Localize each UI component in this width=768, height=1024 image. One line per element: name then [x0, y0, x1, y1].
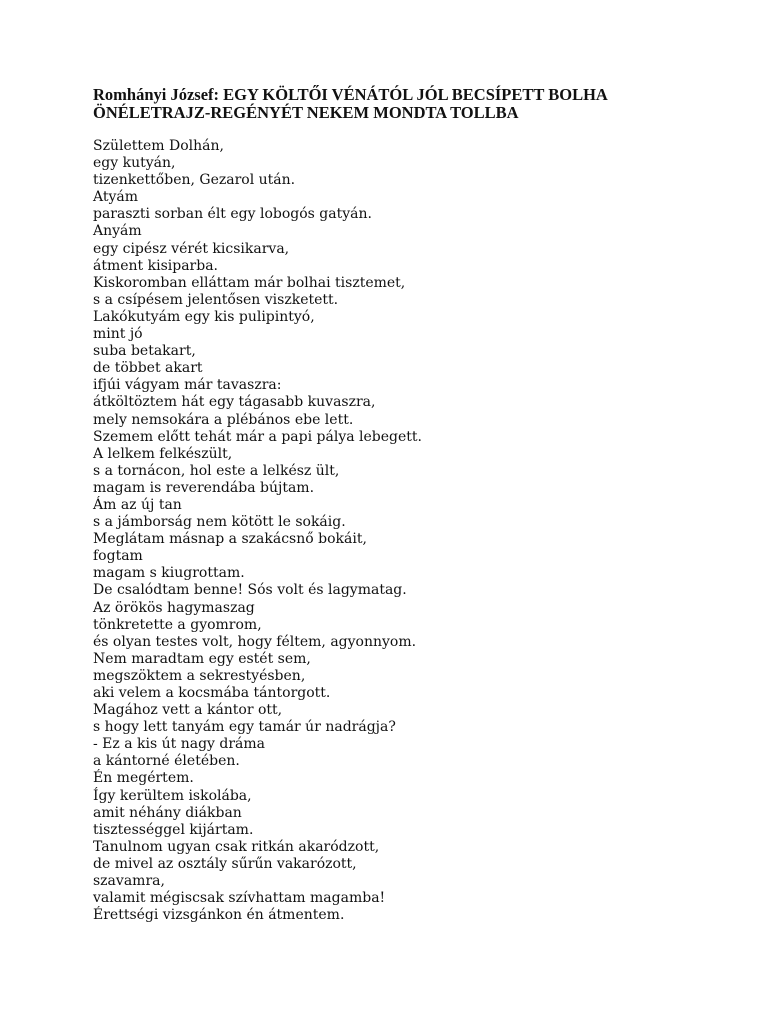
poem-line: Anyám: [93, 223, 142, 240]
poem-line: Szemem előtt tehát már a papi pálya lebegett.: [93, 428, 422, 445]
poem-line: átment kisiparba.: [93, 257, 219, 274]
poem-line: de többet akart: [93, 360, 203, 377]
poem-title-line-2: ÖNÉLETRAJZ-REGÉNYÉT NEKEM MONDTA TOLLBA: [93, 103, 519, 122]
poem-line: megszöktem a sekrestyésben,: [93, 667, 306, 684]
poem-line: aki velem a kocsmába tántorgott.: [93, 685, 331, 701]
poem-line: mely nemsokára a plébános ebe lett.: [93, 411, 354, 428]
poem-line: fogtam: [93, 548, 143, 565]
poem-line: paraszti sorban élt egy lobogós gatyán.: [93, 206, 372, 223]
poem-line: tizenkettőben, Gezarol után.: [93, 172, 296, 189]
poem-line: ifjúi vágyam már tavaszra:: [93, 377, 282, 394]
poem-line: Nem maradtam egy estét sem,: [93, 650, 311, 667]
poem-line: átköltöztem hát egy tágasabb kuvaszra,: [93, 394, 376, 411]
poem-line: suba betakart,: [93, 343, 196, 360]
poem-line: De csalódtam benne! Sós volt és lagymatag.: [93, 582, 407, 599]
poem-line: Lakókutyám egy kis pulipintyó,: [93, 308, 315, 325]
poem-line: Magához vett a kántor ott,: [93, 702, 283, 719]
poem-line: magam is reverendába bújtam.: [93, 479, 315, 496]
poem-title: [93, 86, 733, 122]
poem-title-line-1: Romhányi József: EGY KÖLTŐI VÉNÁTÓL JÓL BECSÍPETT BOLHA: [93, 85, 608, 104]
poem-line: Így kerültem iskolába,: [93, 787, 252, 804]
poem-line: Születtem Dolhán,: [93, 138, 224, 154]
poem-line: mint jó: [93, 326, 143, 343]
poem-line: amit néhány diákban: [93, 804, 242, 821]
poem-line: Az örökös hagymaszag: [93, 599, 255, 616]
poem-line: és olyan testes volt, hogy féltem, agyonnyom.: [93, 633, 417, 650]
poem-line: tisztességgel kijártam.: [93, 821, 254, 838]
poem-line: Ám az új tan: [93, 496, 182, 513]
poem-line: Atyám: [93, 189, 139, 206]
poem-line: s a jámborság nem kötött le sokáig.: [93, 514, 346, 531]
poem-line: Én megértem.: [93, 770, 194, 787]
poem-line: valamit mégiscsak szívhattam magamba!: [93, 890, 386, 907]
poem-line: Tanulnom ugyan csak ritkán akaródzott,: [93, 838, 380, 855]
poem-line: a kántorné életében.: [93, 753, 240, 770]
poem-line: egy kutyán,: [93, 155, 176, 172]
poem-line: Érettségi vizsgánkon én átmentem.: [93, 907, 345, 924]
poem-line: s a tornácon, hol este a lelkész ült,: [93, 462, 340, 479]
poem-line: s hogy lett tanyám egy tamár úr nadrágja?: [93, 719, 396, 736]
poem-line: s a csípésem jelentősen viszketett.: [93, 291, 339, 308]
poem-line: tönkretette a gyomrom,: [93, 616, 262, 633]
poem-line: szavamra,: [93, 873, 165, 890]
poem-line: - Ez a kis út nagy dráma: [93, 736, 266, 753]
poem-line: A lelkem felkészült,: [93, 445, 233, 462]
poem-line: de mivel az osztály sűrűn vakarózott,: [93, 855, 357, 872]
poem-line: magam s kiugrottam.: [93, 565, 245, 582]
poem-line: Meglátam másnap a szakácsnő bokáit,: [93, 531, 367, 548]
poem-line: Kiskoromban elláttam már bolhai tisztemet,: [93, 274, 406, 291]
poem-line: egy cipész vérét kicsikarva,: [93, 240, 290, 257]
poem-body: [93, 138, 422, 924]
